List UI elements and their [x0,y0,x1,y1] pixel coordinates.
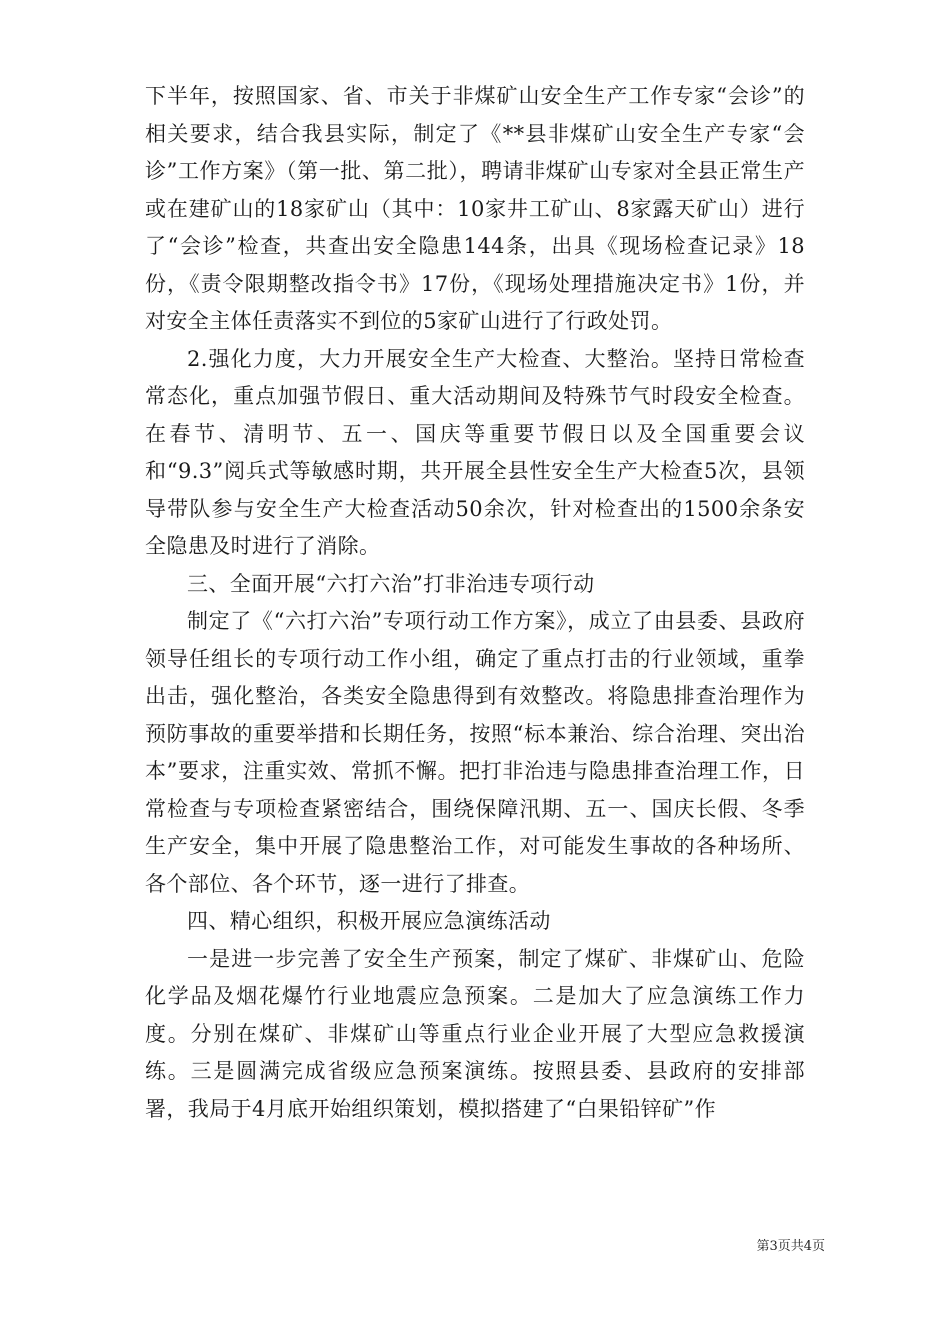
section-heading-4: 四、精心组织，积极开展应急演练活动 [187,909,551,933]
paragraph-3: 制定了《“六打六治”专项行动工作方案》，成立了由县委、县政府领导任组长的专项行动工作小组，确定了重点打击的行业领域，重拳出击，强化整治，各类安全隐患得到有效整改。将隐患排查治理作为预防事故的重要举措和长期任务，按照“标本兼治、综合治理、突出治本”要求，注重实效、常抓不懈。把打非治违与隐患排查治理工作，日常检查与专项检查紧密结合，围绕保障汛期、五一、国庆长假、冬季生产安全，集中开展了隐患整治工作，对可能发生事故的各种场所、各个部位、各个环节，逐一进行了排查。 [145,609,805,896]
paragraph-1: 下半年，按照国家、省、市关于非煤矿山安全生产工作专家“会诊”的相关要求，结合我县实际，制定了《**县非煤矿山安全生产专家“会诊”工作方案》（第一批、第二批），聘请非煤矿山专家对全县正常生产或在建矿山的18家矿山（其中：10家井工矿山、8家露天矿山）进行了“会诊”检查，共查出安全隐患144条，出具《现场检查记录》18份，《责令限期整改指令书》17份，《现场处理措施决定书》1份，并对安全主体任责落实不到位的5家矿山进行了行政处罚。 [145,84,805,333]
paragraph-4: 一是进一步完善了安全生产预案，制定了煤矿、非煤矿山、危险化学品及烟花爆竹行业地震应急预案。二是加大了应急演练工作力度。分别在煤矿、非煤矿山等重点行业企业开展了大型应急救援演练。三是圆满完成省级应急预案演练。按照县委、县政府的安排部署，我局于4月底开始组织策划，模拟搭建了“白果铅锌矿”作 [145,946,805,1121]
page-number: 第3页共4页 [756,1239,825,1254]
section-heading-3: 三、全面开展“六打六治”打非治违专项行动 [187,571,595,596]
paragraph-2: 2.强化力度，大力开展安全生产大检查、大整治。坚持日常检查常态化，重点加强节假日、重大活动期间及特殊节气时段安全检查。在春节、清明节、五一、国庆等重要节假日以及全国重要会议和“9.3”阅兵式等敏感时期，共开展全县性安全生产大检查5次，县领导带队参与安全生产大检查活动50余次，针对检查出的1500余条安全隐患及时进行了消除。 [145,346,805,558]
document-body [145,78,805,1128]
